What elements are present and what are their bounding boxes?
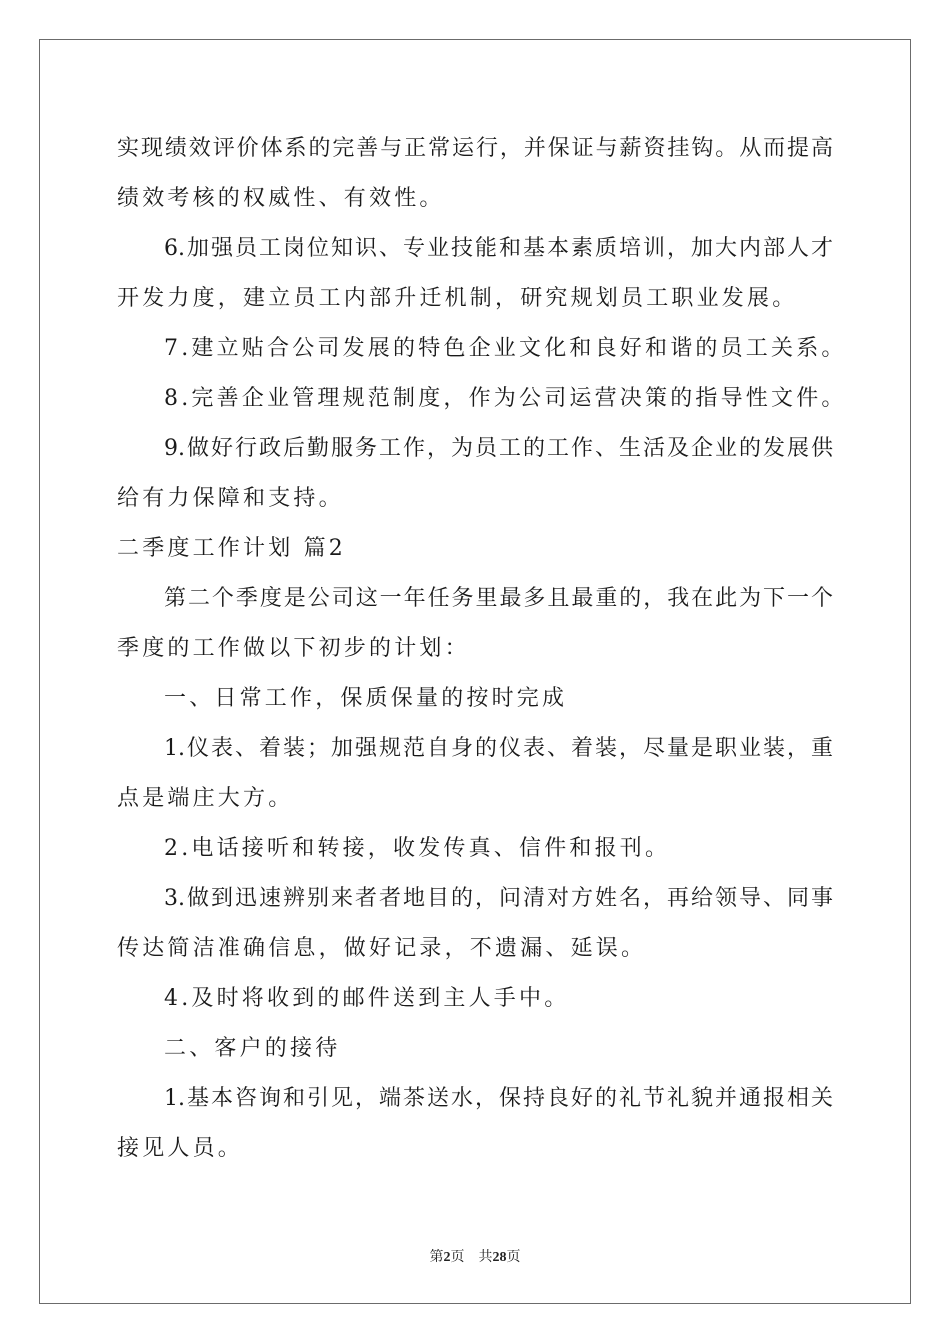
text-line: 给有力保障和支持。 [117, 486, 344, 511]
subsection-heading: 一、日常工作，保质保量的按时完成 [164, 686, 568, 711]
page-footer [0, 1246, 950, 1266]
text-line: 点是端庄大方。 [117, 786, 294, 811]
text-line: 1.基本咨询和引见，端茶送水，保持良好的礼节礼貌并通报相关 [164, 1086, 833, 1111]
text-line: 接见人员。 [117, 1136, 244, 1161]
text-line: 季度的工作做以下初步的计划： [117, 636, 470, 661]
text-line: 2.电话接听和转接，收发传真、信件和报刊。 [164, 836, 671, 861]
text-line: 第二个季度是公司这一年任务里最多且最重的，我在此为下一个 [164, 586, 833, 611]
total-suffix: 页 [506, 1250, 521, 1265]
subsection-heading: 二、客户的接待 [164, 1036, 341, 1061]
page-prefix: 第 [429, 1250, 444, 1265]
text-line: 传达简洁准确信息，做好记录，不遗漏、延误。 [117, 936, 647, 961]
text-line: 3.做到迅速辨别来者者地目的，问清对方姓名，再给领导、同事 [164, 886, 833, 911]
page-total: 28 [492, 1250, 507, 1265]
text-line: 6.加强员工岗位知识、专业技能和基本素质培训，加大内部人才 [164, 236, 833, 261]
page-current: 2 [443, 1250, 451, 1265]
text-line: 7.建立贴合公司发展的特色企业文化和良好和谐的员工关系。 [164, 336, 847, 361]
text-line: 8.完善企业管理规范制度，作为公司运营决策的指导性文件。 [164, 386, 847, 411]
text-line: 4.及时将收到的邮件送到主人手中。 [164, 986, 570, 1011]
text-line: 1.仪表、着装；加强规范自身的仪表、着装，尽量是职业装，重 [164, 736, 833, 761]
text-line: 开发力度，建立员工内部升迁机制，研究规划员工职业发展。 [117, 286, 798, 311]
text-line: 绩效考核的权威性、有效性。 [117, 186, 445, 211]
page-suffix: 页 [450, 1250, 465, 1265]
document-body [117, 124, 847, 1174]
section-heading: 二季度工作计划 篇2 [117, 536, 346, 561]
total-prefix: 共 [478, 1250, 493, 1265]
text-line: 实现绩效评价体系的完善与正常运行，并保证与薪资挂钩。从而提高 [117, 136, 833, 161]
text-line: 9.做好行政后勤服务工作，为员工的工作、生活及企业的发展供 [164, 436, 833, 461]
